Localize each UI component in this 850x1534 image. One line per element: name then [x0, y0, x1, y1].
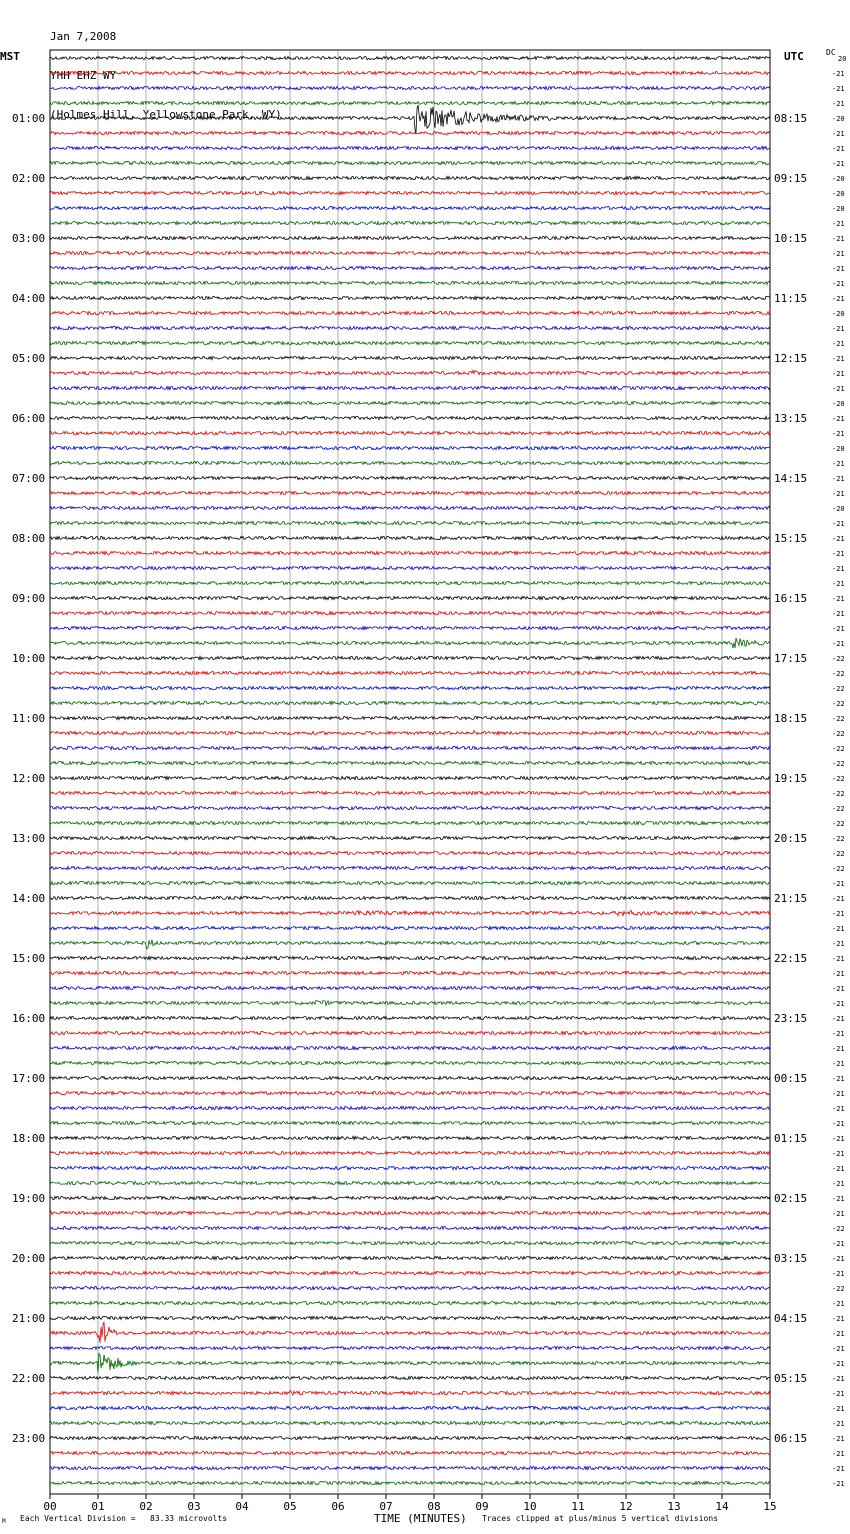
- trace-51: [50, 821, 770, 824]
- trace-14: [50, 266, 770, 269]
- right-hour-label: 00:15: [774, 1072, 808, 1085]
- dc-offset-label: -22: [832, 655, 845, 663]
- dc-offset-label: -22: [832, 850, 845, 858]
- trace-55: [50, 881, 770, 884]
- trace-86: [50, 1346, 770, 1349]
- trace-2: [50, 86, 770, 89]
- dc-offset-label: -21: [832, 595, 845, 603]
- trace-19: [50, 341, 770, 344]
- trace-58: [50, 926, 770, 929]
- trace-59: [50, 940, 770, 949]
- dc-offset-label: -21: [832, 1405, 845, 1413]
- left-hour-label: 13:00: [12, 832, 46, 845]
- right-timezone-label: UTC: [784, 50, 804, 63]
- right-hour-label: 06:15: [774, 1432, 808, 1445]
- trace-84: [50, 1316, 770, 1319]
- trace-81: [50, 1271, 770, 1274]
- dc-label: DC: [826, 48, 836, 57]
- dc-offset-label: -21: [832, 85, 845, 93]
- dc-offset-label: -21: [832, 430, 845, 438]
- right-hour-label: 01:15: [774, 1132, 808, 1145]
- dc-offset-label: -21: [832, 550, 845, 558]
- left-hour-label: 22:00: [12, 1372, 46, 1385]
- dc-offset-label: -22: [832, 865, 845, 873]
- trace-18: [50, 326, 770, 329]
- dc-offset-label: -21: [832, 1450, 845, 1458]
- dc-offset-label: -20: [832, 115, 845, 123]
- dc-offset-label: -22: [832, 730, 845, 738]
- trace-53: [50, 851, 770, 854]
- dc-offset-label: -21: [832, 355, 845, 363]
- trace-21: [50, 370, 770, 374]
- dc-offset-label: -21: [832, 1390, 845, 1398]
- right-hour-label: 15:15: [774, 532, 808, 545]
- left-hour-label: 06:00: [12, 412, 46, 425]
- corner-mark: M: [2, 1518, 6, 1525]
- dc-offset-label: -21: [832, 1420, 845, 1428]
- trace-6: [50, 146, 770, 149]
- dc-offset-label: -22: [832, 760, 845, 768]
- dc-offset-label: -21: [832, 160, 845, 168]
- dc-offset-label: -21: [832, 1480, 845, 1488]
- left-hour-label: 21:00: [12, 1312, 46, 1325]
- dc-offset-label: -20: [832, 310, 845, 318]
- right-hour-label: 19:15: [774, 772, 808, 785]
- dc-offset-label: -21: [832, 1255, 845, 1263]
- dc-offset-label: -22: [832, 700, 845, 708]
- dc-offset-label: -21: [832, 985, 845, 993]
- dc-offset-label: -21: [832, 340, 845, 348]
- dc-offset-label: -21: [832, 370, 845, 378]
- dc-offset-label: -21: [832, 145, 845, 153]
- right-hour-label: 14:15: [774, 472, 808, 485]
- left-hour-labels: [12, 112, 45, 1445]
- left-hour-label: 11:00: [12, 712, 46, 725]
- dc-offset-label: -21: [832, 1060, 845, 1068]
- dc-offset-label: -22: [832, 715, 845, 723]
- x-tick-label: 01: [91, 1500, 105, 1513]
- dc-offset-label: -21: [832, 910, 845, 918]
- x-axis-title: TIME (MINUTES): [374, 1512, 467, 1525]
- left-hour-label: 23:00: [12, 1432, 46, 1445]
- x-tick-label: 06: [331, 1500, 345, 1513]
- dc-offset-label: -21: [832, 1330, 845, 1338]
- left-hour-label: 01:00: [12, 112, 46, 125]
- dc-offset-label: -21: [832, 1240, 845, 1248]
- x-tick-label: 03: [187, 1500, 201, 1513]
- x-tick-label: 00: [43, 1500, 57, 1513]
- left-hour-label: 12:00: [12, 772, 46, 785]
- dc-offset-label: -21: [832, 475, 845, 483]
- dc-offset-label: -22: [832, 670, 845, 678]
- right-hour-label: 22:15: [774, 952, 808, 965]
- dc-offset-label: -21: [832, 565, 845, 573]
- trace-32: [50, 536, 770, 539]
- trace-28: [50, 476, 770, 479]
- trace-44: [50, 716, 770, 719]
- dc-offset-label: -22: [832, 1225, 845, 1233]
- dc-offset-label: -21: [832, 610, 845, 618]
- trace-94: [50, 1466, 770, 1469]
- x-tick-label: 13: [667, 1500, 681, 1513]
- trace-46: [50, 746, 770, 749]
- dc-offset-label: -21: [832, 1015, 845, 1023]
- right-hour-label: 09:15: [774, 172, 808, 185]
- right-hour-label: 05:15: [774, 1372, 808, 1385]
- trace-79: [50, 1241, 770, 1244]
- dc-offset-label: -21: [832, 1000, 845, 1008]
- dc-offset-label: -22: [832, 790, 845, 798]
- dc-offset-label: -22: [832, 685, 845, 693]
- dc-offset-label: -21: [832, 1030, 845, 1038]
- trace-69: [50, 1091, 770, 1094]
- trace-74: [50, 1166, 770, 1169]
- dc-offset-label: -20: [832, 175, 845, 183]
- trace-29: [50, 491, 770, 494]
- dc-offset-label: -21: [832, 1180, 845, 1188]
- trace-92: [50, 1436, 770, 1439]
- trace-88: [50, 1376, 770, 1379]
- dc-offset-label: -20: [832, 190, 845, 198]
- trace-50: [50, 806, 770, 809]
- trace-80: [50, 1256, 770, 1259]
- trace-91: [50, 1421, 770, 1424]
- trace-95: [50, 1481, 770, 1484]
- dc-offset-label: -21: [832, 100, 845, 108]
- trace-78: [50, 1226, 770, 1229]
- left-hour-label: 15:00: [12, 952, 46, 965]
- plot-frame: [50, 50, 770, 1494]
- dc-offset-label: -21: [832, 1120, 845, 1128]
- trace-37: [50, 611, 770, 614]
- trace-48: [50, 776, 770, 779]
- trace-9: [50, 191, 770, 194]
- trace-93: [50, 1451, 770, 1454]
- dc-offset-label: -21: [832, 295, 845, 303]
- dc-offset-label: -21: [832, 880, 845, 888]
- dc-offset-label: -21: [832, 220, 845, 228]
- right-hour-label: 18:15: [774, 712, 808, 725]
- trace-38: [50, 626, 770, 629]
- left-hour-label: 02:00: [12, 172, 46, 185]
- trace-34: [50, 566, 770, 569]
- x-tick-label: 05: [283, 1500, 297, 1513]
- trace-61: [50, 971, 770, 974]
- right-hour-label: 21:15: [774, 892, 808, 905]
- x-tick-label: 10: [523, 1500, 537, 1513]
- dc-offset-label: 20: [838, 55, 847, 63]
- right-hour-label: 23:15: [774, 1012, 808, 1025]
- right-hour-label: 16:15: [774, 592, 808, 605]
- left-hour-label: 10:00: [12, 652, 46, 665]
- trace-31: [50, 521, 770, 524]
- dc-offset-label: -21: [832, 1075, 845, 1083]
- left-hour-label: 17:00: [12, 1072, 46, 1085]
- trace-15: [50, 281, 770, 284]
- trace-57: [50, 910, 770, 916]
- x-tick-label: 11: [571, 1500, 585, 1513]
- trace-12: [50, 236, 770, 239]
- trace-27: [50, 461, 770, 464]
- trace-63: [50, 1000, 770, 1005]
- trace-56: [50, 896, 770, 899]
- dc-offset-label: -21: [832, 1465, 845, 1473]
- dc-offset-label: -21: [832, 280, 845, 288]
- dc-offset-label: -20: [832, 505, 845, 513]
- grid-lines: [50, 50, 770, 1494]
- dc-offset-label: -21: [832, 895, 845, 903]
- dc-offset-label: -21: [832, 385, 845, 393]
- trace-83: [50, 1301, 770, 1304]
- dc-offset-label: -22: [832, 805, 845, 813]
- dc-offset-label: -21: [832, 1045, 845, 1053]
- dc-offset-label: -21: [832, 1105, 845, 1113]
- x-tick-label: 12: [619, 1500, 633, 1513]
- trace-5: [50, 131, 770, 134]
- dc-offset-label: -22: [832, 820, 845, 828]
- trace-47: [50, 761, 770, 764]
- plot-date: Jan 7,2008: [50, 30, 117, 43]
- trace-89: [50, 1390, 770, 1395]
- dc-offset-label: -22: [832, 835, 845, 843]
- trace-41: [50, 671, 770, 674]
- trace-68: [50, 1076, 770, 1079]
- dc-offset-label: -21: [832, 1315, 845, 1323]
- right-hour-labels: [774, 112, 807, 1445]
- dc-offset-label: -21: [832, 580, 845, 588]
- left-hour-label: 04:00: [12, 292, 46, 305]
- trace-24: [50, 416, 770, 419]
- trace-35: [50, 581, 770, 584]
- dc-offset-label: -21: [832, 1210, 845, 1218]
- trace-26: [50, 446, 770, 449]
- dc-offset-label: -21: [832, 625, 845, 633]
- x-tick-label: 14: [715, 1500, 729, 1513]
- dc-offset-label: -21: [832, 1300, 845, 1308]
- left-hour-label: 07:00: [12, 472, 46, 485]
- trace-13: [50, 251, 770, 254]
- dc-offset-label: -21: [832, 1360, 845, 1368]
- trace-33: [50, 551, 770, 554]
- trace-73: [50, 1151, 770, 1154]
- dc-offset-label: -21: [832, 970, 845, 978]
- trace-82: [50, 1286, 770, 1289]
- dc-offset-label: -22: [832, 1285, 845, 1293]
- dc-offset-label: -21: [832, 955, 845, 963]
- trace-70: [50, 1106, 770, 1109]
- trace-17: [50, 311, 770, 314]
- dc-offset-label: -21: [832, 1150, 845, 1158]
- trace-72: [50, 1136, 770, 1139]
- trace-4: [50, 105, 770, 133]
- trace-43: [50, 701, 770, 705]
- trace-76: [50, 1196, 770, 1199]
- dc-offset-label: -21: [832, 250, 845, 258]
- x-tick-label: 04: [235, 1500, 249, 1513]
- trace-group: [50, 56, 770, 1484]
- trace-30: [50, 506, 770, 509]
- trace-25: [50, 431, 770, 434]
- left-hour-label: 14:00: [12, 892, 46, 905]
- x-tick-label: 07: [379, 1500, 393, 1513]
- x-tick-label: 08: [427, 1500, 441, 1513]
- right-hour-label: 17:15: [774, 652, 808, 665]
- trace-11: [50, 221, 770, 224]
- left-hour-label: 19:00: [12, 1192, 46, 1205]
- trace-64: [50, 1016, 770, 1019]
- dc-offset-label: -21: [832, 520, 845, 528]
- trace-67: [50, 1061, 770, 1064]
- trace-54: [50, 866, 770, 869]
- dc-offset-label: -21: [832, 1195, 845, 1203]
- left-hour-label: 18:00: [12, 1132, 46, 1145]
- trace-22: [50, 386, 770, 389]
- trace-62: [50, 986, 770, 989]
- trace-10: [50, 206, 770, 209]
- trace-66: [50, 1046, 770, 1049]
- dc-offset-label: -21: [832, 325, 845, 333]
- trace-42: [50, 686, 770, 689]
- dc-offset-label: -21: [832, 130, 845, 138]
- trace-0: [50, 56, 770, 59]
- trace-52: [50, 836, 770, 839]
- dc-offset-labels: [832, 55, 846, 1488]
- trace-60: [50, 956, 770, 959]
- trace-39: [50, 638, 770, 648]
- trace-85: [50, 1322, 770, 1343]
- right-hour-label: 02:15: [774, 1192, 808, 1205]
- dc-offset-label: -21: [832, 235, 845, 243]
- trace-23: [50, 401, 770, 404]
- clip-note: Traces clipped at plus/minus 5 vertical divisions: [482, 1514, 719, 1523]
- left-timezone-label: MST: [0, 50, 20, 63]
- dc-offset-label: -21: [832, 1435, 845, 1443]
- trace-90: [50, 1406, 770, 1409]
- left-hour-label: 20:00: [12, 1252, 46, 1265]
- left-hour-label: 08:00: [12, 532, 46, 545]
- trace-40: [50, 656, 770, 659]
- dc-offset-label: -21: [832, 1345, 845, 1353]
- trace-65: [50, 1031, 770, 1034]
- x-tick-label: 15: [763, 1500, 777, 1513]
- trace-36: [50, 596, 770, 599]
- dc-offset-label: -21: [832, 1270, 845, 1278]
- dc-offset-label: -20: [832, 205, 845, 213]
- right-hour-label: 20:15: [774, 832, 808, 845]
- left-hour-label: 03:00: [12, 232, 46, 245]
- dc-offset-label: -21: [832, 1090, 845, 1098]
- right-hour-label: 10:15: [774, 232, 808, 245]
- dc-offset-label: -21: [832, 1165, 845, 1173]
- dc-offset-label: -21: [832, 1375, 845, 1383]
- right-hour-label: 13:15: [774, 412, 808, 425]
- trace-8: [50, 176, 770, 179]
- left-hour-label: 16:00: [12, 1012, 46, 1025]
- trace-87: [50, 1354, 770, 1373]
- dc-offset-label: -21: [832, 535, 845, 543]
- left-hour-label: 09:00: [12, 592, 46, 605]
- dc-offset-label: -21: [832, 490, 845, 498]
- dc-offset-label: -21: [832, 265, 845, 273]
- dc-offset-label: -22: [832, 745, 845, 753]
- scale-note: Each Vertical Division = 83.33 microvolts: [20, 1514, 228, 1523]
- dc-offset-label: -21: [832, 925, 845, 933]
- right-hour-label: 04:15: [774, 1312, 808, 1325]
- trace-49: [50, 791, 770, 794]
- dc-offset-label: -22: [832, 775, 845, 783]
- right-hour-label: 08:15: [774, 112, 808, 125]
- dc-offset-label: -20: [832, 400, 845, 408]
- dc-offset-label: -21: [832, 415, 845, 423]
- trace-45: [50, 731, 770, 735]
- dc-offset-label: -20: [832, 445, 845, 453]
- trace-1: [50, 71, 770, 74]
- trace-20: [50, 356, 770, 359]
- station-code: YHH EHZ WY: [50, 69, 117, 82]
- right-hour-label: 03:15: [774, 1252, 808, 1265]
- trace-16: [50, 296, 770, 299]
- x-axis: [43, 1494, 776, 1513]
- dc-offset-label: -21: [832, 1135, 845, 1143]
- right-hour-label: 12:15: [774, 352, 808, 365]
- right-hour-label: 11:15: [774, 292, 808, 305]
- trace-77: [50, 1211, 770, 1214]
- trace-7: [50, 161, 770, 164]
- trace-3: [50, 101, 770, 104]
- x-tick-label: 09: [475, 1500, 489, 1513]
- station-location: (Holmes Hill, Yellowstone Park, WY): [50, 108, 282, 121]
- dc-offset-label: -21: [832, 70, 845, 78]
- x-tick-label: 02: [139, 1500, 153, 1513]
- dc-offset-label: -21: [832, 460, 845, 468]
- left-hour-label: 05:00: [12, 352, 46, 365]
- dc-offset-label: -21: [832, 640, 845, 648]
- dc-offset-label: -21: [832, 940, 845, 948]
- trace-75: [50, 1181, 770, 1184]
- trace-71: [50, 1121, 770, 1124]
